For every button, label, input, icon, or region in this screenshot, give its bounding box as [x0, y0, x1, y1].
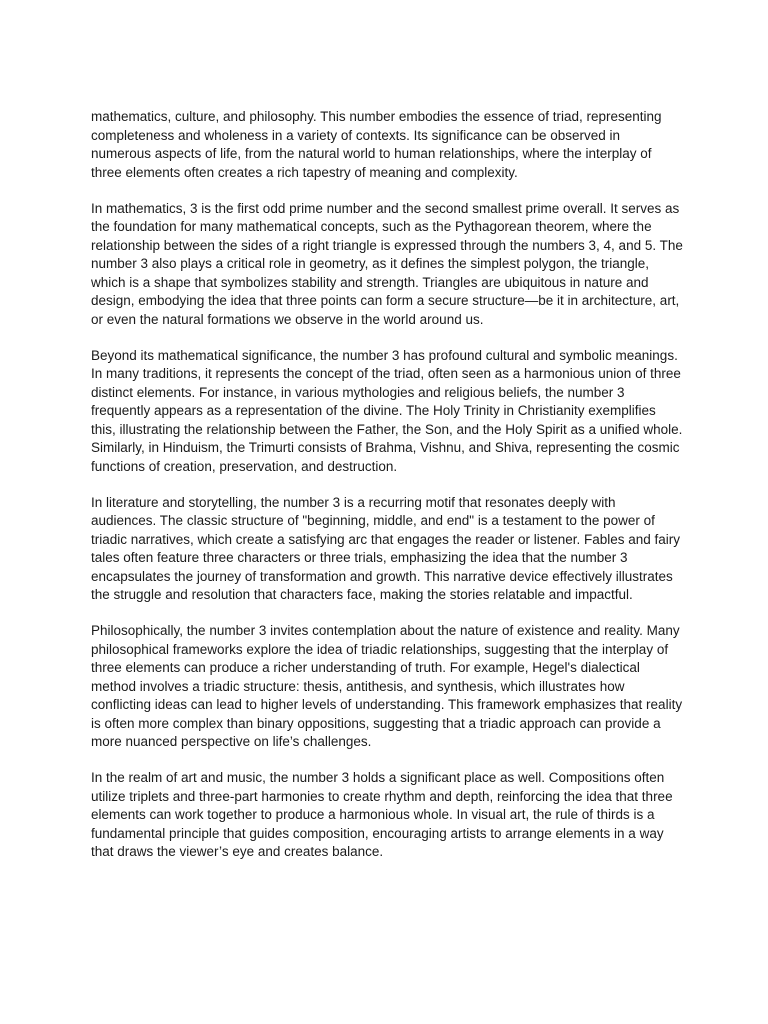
paragraph-mathematics: In mathematics, 3 is the first odd prime number and the second smallest prime overall. It serves as the foundation for many mathematical concepts, such as the Pythagorean theorem, where the relationship between the sides of a right triangle is expressed through the numbers 3, 4, and 5. The number 3 also plays a critical role in geometry, as it defines the simplest polygon, the triangle, which is a shape that symbolizes stability and strength. Triangles are ubiquitous in nature and design, embodying the idea that three points can form a secure structure—be it in architecture, art, or even the natural formations we observe in the world around us.	[91, 200, 683, 327]
paragraph-philosophy: Philosophically, the number 3 invites contemplation about the nature of existence and reality. Many philosophical frameworks explore the idea of triadic relationships, suggesting that the interplay of three elements can produce a richer understanding of truth. For example, Hegel's dialectical method involves a triadic structure: thesis, antithesis, and synthesis, which illustrates how conflicting ideas can lead to higher levels of understanding. This framework emphasizes that reality is often more complex than binary oppositions, suggesting that a triadic approach can provide a more nuanced perspective on life’s challenges.	[91, 623, 683, 749]
paragraph-literature: In literature and storytelling, the number 3 is a recurring motif that resonates deeply with audiences. The classic structure of "beginning, middle, and end" is a testament to the power of triadic narratives, which create a satisfying arc that engages the reader or listener. Fables and fairy tales often feature three characters or three trials, emphasizing the idea that the number 3 encapsulates the journey of transformation and growth. This narrative device effectively illustrates the struggle and resolution that characters face, making the stories relatable and impactful.	[91, 494, 681, 602]
document-body	[91, 108, 683, 879]
paragraph-art-music: In the realm of art and music, the number 3 holds a significant place as well. Compositions often utilize triplets and three-part harmonies to create rhythm and depth, reinforcing the idea that three elements can work together to produce a harmonious whole. In visual art, the rule of thirds is a fundamental principle that guides composition, encouraging artists to arrange elements in a way that draws the viewer’s eye and creates balance.	[91, 770, 673, 859]
paragraph-intro-continued: mathematics, culture, and philosophy. This number embodies the essence of triad, representing completeness and wholeness in a variety of contexts. Its significance can be observed in numerous aspects of life, from the natural world to human relationships, where the interplay of three elements often creates a rich tapestry of meaning and complexity.	[91, 109, 662, 180]
paragraph-cultural-symbolism: Beyond its mathematical significance, the number 3 has profound cultural and symbolic meanings. In many traditions, it represents the concept of the triad, often seen as a harmonious union of three distinct elements. For instance, in various mythologies and religious beliefs, the number 3 frequently appears as a representation of the divine. The Holy Trinity in Christianity exemplifies this, illustrating the relationship between the Father, the Son, and the Holy Spirit as a unified whole. Similarly, in Hinduism, the Trimurti consists of Brahma, Vishnu, and Shiva, representing the cosmic functions of creation, preservation, and destruction.	[91, 347, 683, 474]
